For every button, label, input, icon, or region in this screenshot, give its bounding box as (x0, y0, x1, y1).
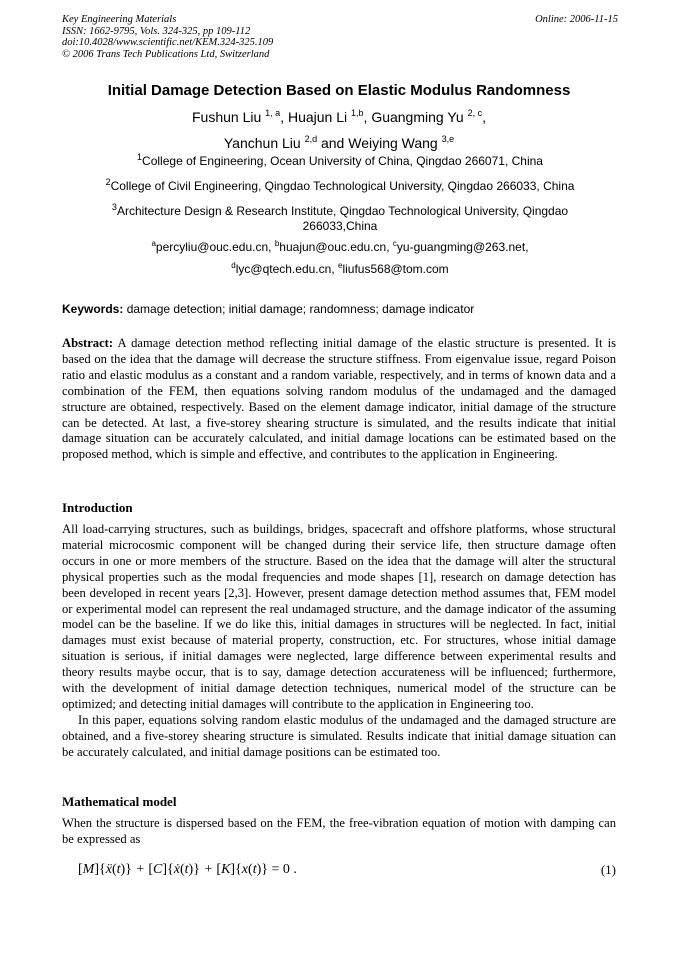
abstract (62, 336, 616, 463)
author-sup: 2, c (467, 108, 483, 118)
math-model-body (62, 816, 616, 848)
email-list (60, 240, 620, 277)
journal-copyright: © 2006 Trans Tech Publications Ltd, Switzerland (62, 48, 270, 60)
equation-body: [M]{ẍ(t)} + [C]{ẋ(t)} + [K]{x(t)} = 0 . (78, 862, 297, 877)
affiliation-1: $^1$College of Engineering, Ocean University of China, Qingdao 266071, China (137, 152, 543, 168)
abstract-text: A damage detection method reflecting initial damage of the elastic structure is presented. It is based on the idea that the damage will decrease the structure stiffness. From eigenvalue issue, regard Poison ratio and elastic modulus as a constant and a random variable, respectively, and in terms of known data and a combination of the FEM, then equations solving random modulus of the undamaged and the damaged structure are obtained, respectively. Based on the element damage indicator, initial damage of the structure can be detected. At last, a five-storey shearing structure is simulated, and the results indicate that initial damage situation can be accurately calculated, and initial damage locations can be estimated based on the proposed method, which is simple and effective, and contributes to the application in Engineering. (62, 336, 616, 462)
author-sup: 2,d (304, 134, 318, 144)
paragraph: All load-carrying structures, such as buildings, bridges, spacecraft and offshore platforms, whose structural material microcosmic component will be changed during their service life, then structure damage often occurs in one or more members of the structure. Based on the idea that the damage will alter the structural physical properties such as the modal frequencies and mode shapes [1], research on damage detection has been developed in recent years [2,3]. However, present damage detection method assumes that, FEM model or experimental model can represent the real undamaged structure, and the damage indicator of the assuming model can be the baseline. If we do like this, initial damages in structures will be neglected. In fact, initial damages must exist because of material property, construction, etc. For structures, whose initial damage situation is serious, if initial damages were neglected, large difference between experimental results and theory results maybe occur, that is to say, damage detection accurateness will be influenced; furthermore, with the development of initial damage detection techniques, numerical model of the structure can be optimized; and detecting initial damages will contribute to the application in Engineering too. (62, 522, 616, 711)
keywords-label: Keywords: (62, 302, 124, 316)
email-address: huajun@ouc.edu.cn (279, 240, 387, 254)
author-line-1: Fushun Liu $^{1, a}$, Huajun Li $^{1,b}$, Guangming Yu $^{2, c}$, (192, 108, 486, 125)
author-name: Yanchun Liu (223, 135, 305, 151)
journal-issn: ISSN: 1662-9795, Vols. 324-325, pp 109-112 (62, 25, 251, 37)
email-address: liufus568@tom.com (342, 262, 449, 276)
author-name: Weiying Wang (348, 135, 442, 151)
affiliation-3: $^3$Architecture Design & Research Institute, Qingdao Technological University, Qingdao 266033,China (111, 202, 569, 233)
keywords-text: damage detection; initial damage; randomness; damage indicator (123, 302, 475, 316)
journal-name: Key Engineering Materials (62, 14, 177, 25)
author-name: Fushun Liu (192, 109, 266, 125)
author-sup: 1, a (265, 108, 281, 118)
affiliation-2: $^2$College of Civil Engineering, Qingdao Technological University, Qingdao 266033, China (105, 177, 575, 193)
section-heading-mathematical-model: Mathematical model (62, 794, 177, 809)
introduction-body (62, 522, 616, 761)
author-list (0, 104, 678, 156)
author-sup: 1,b (351, 108, 364, 118)
paragraph: When the structure is dispersed based on the FEM, the free-vibration equation of motion with damping can be expressed as (62, 816, 616, 846)
author-name: Guangming Yu (371, 109, 468, 125)
abstract-label: Abstract: (62, 336, 114, 350)
affiliations (60, 154, 620, 284)
email-line-2: $^d$lyc@qtech.edu.cn, $^e$liufus568@tom.com (231, 261, 449, 276)
journal-header (62, 14, 618, 60)
journal-doi: doi:10.4028/www.scientific.net/KEM.324-325.109 (62, 37, 274, 48)
author-sup: 3,e (441, 134, 455, 144)
paper-title: Initial Damage Detection Based on Elastic Modulus Randomness (107, 82, 571, 99)
section-heading-introduction: Introduction (62, 500, 133, 515)
author-line-2: Yanchun Liu $^{2,d}$ and Weiying Wang $^{3,e}$ (223, 134, 455, 151)
author-name: Huajun Li (287, 109, 352, 125)
equation-number: (1) (600, 862, 616, 877)
online-date: Online: 2006-11-15 (535, 14, 618, 25)
email-line-1: $^a$percyliu@ouc.edu.cn, $^b$huajun@ouc.edu.cn, $^c$yu-guangming@263.net, (151, 239, 529, 254)
email-address: percyliu@ouc.edu.cn (155, 240, 269, 254)
email-address: lyc@qtech.edu.cn (235, 262, 332, 276)
equation-1 (78, 862, 618, 884)
keywords (62, 302, 618, 317)
email-address: yu-guangming@263.net (396, 240, 526, 254)
paragraph: In this paper, equations solving random elastic modulus of the undamaged and the damaged structure are obtained, and a five-storey shearing structure is simulated. Results indicate that initial damage situation can be accurately calculated, and initial damage positions can be estimated too. (62, 712, 616, 759)
